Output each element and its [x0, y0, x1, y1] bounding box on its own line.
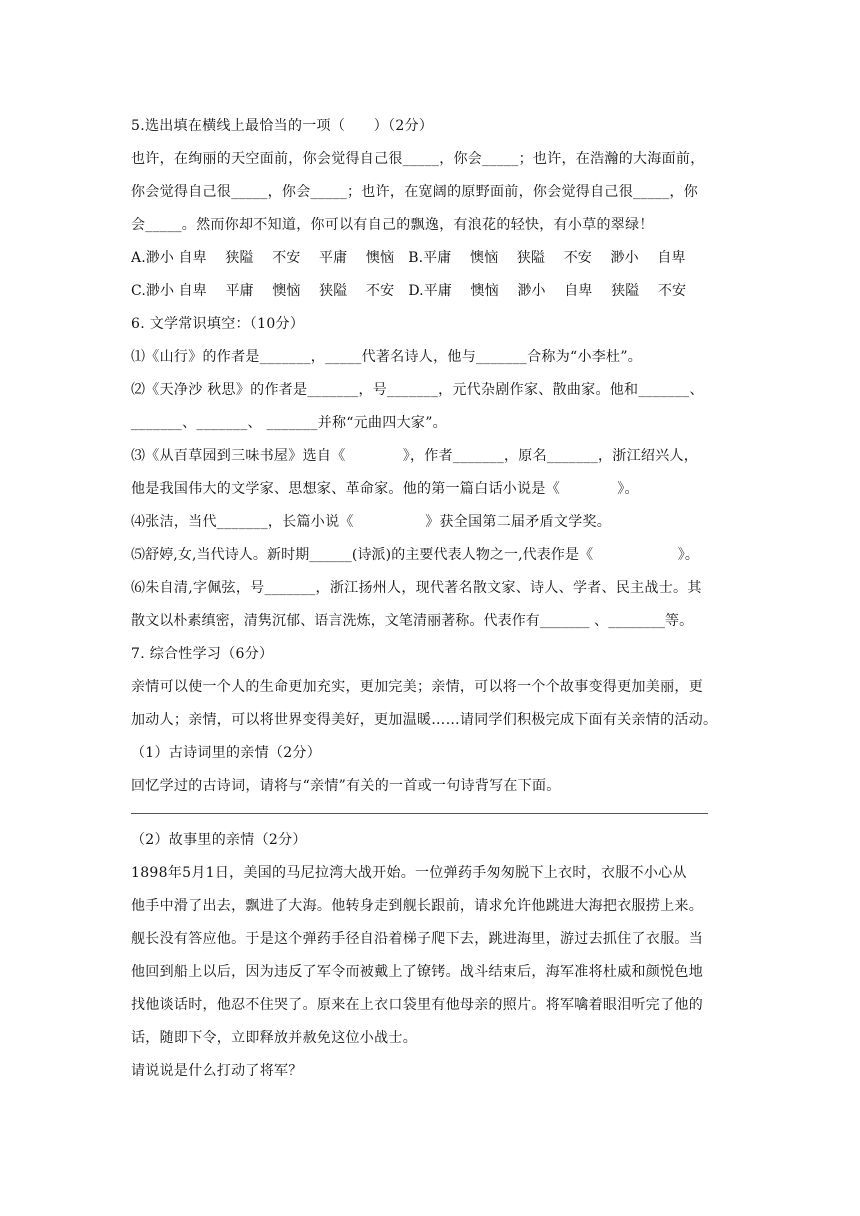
q7-story-line: 1898年5月1日，美国的马尼拉湾大战开始。一位弹药手匆匆脱下上衣时，衣服不小心从	[131, 865, 687, 881]
exam-page	[131, 110, 731, 1088]
q5-option-line: C.渺小 自卑 平庸 懊恼 狭隘 不安 D.平庸 懊恼 渺小 自卑 狭隘 不安	[131, 283, 687, 299]
q5-passage-line: 会_____。然而你却不知道，你可以有自己的飘逸，有浪花的轻快，有小草的翠绿！	[131, 217, 654, 233]
q7-story-line: 舰长没有答应他。于是这个弹药手径自沿着梯子爬下去，跳进海里，游过去抓住了衣服。当	[131, 931, 703, 947]
q6-item-line: ⑷张洁，当代_______，长篇小说《 》获全国第二届矛盾文学奖。	[131, 514, 612, 530]
q7-story-line: 他回到船上以后，因为违反了军令而被戴上了镣铐。战斗结束后，海军准将杜威和颜悦色地	[131, 964, 703, 980]
q6-item-line: _______、_______、 _______并称“元曲四大家”。	[131, 415, 447, 431]
q6-item-line: ⑸舒婷,女,当代诗人。新时期______(诗派)的主要代表人物之一,代表作是《 》。	[131, 547, 699, 563]
q6-item-line: 他是我国伟大的文学家、思想家、革命家。他的第一篇白话小说是《 》。	[131, 481, 639, 497]
q5-passage-line: 你会觉得自己很_____，你会_____；也许，在宽阔的原野面前，你会觉得自己很_____，你	[131, 184, 699, 200]
q5-heading: 5.选出填在横线上最恰当的一项（ ）（2分）	[131, 118, 434, 134]
q6-item-line: ⑶《从百草园到三味书屋》选自《 》，作者_______，原名_______，浙江绍兴人，	[131, 448, 699, 464]
q7-sub1-prompt: 回忆学过的古诗词，请将与“亲情”有关的一首或一句诗背写在下面。	[131, 778, 561, 794]
q6-item-line: 散文以朴素缜密，清隽沉郁、语言洗炼，文笔清丽著称。代表作有_______ 、________等。	[131, 613, 694, 629]
q7-sub2-heading: （2）故事里的亲情（2分）	[131, 832, 307, 848]
q7-story-line: 他手中滑了出去，飘进了大海。他转身走到舰长跟前，请求允许他跳进大海把衣服捞上来。	[131, 898, 703, 914]
q6-item-line: ⑵《天净沙 秋思》的作者是_______，号_______，元代杂剧作家、散曲家。他和_______、	[131, 382, 704, 398]
q6-item-line: ⑴《山行》的作者是_______，_____代著名诗人，他与_______合称为“小李杜”。	[131, 349, 643, 365]
q7-intro-line: 加动人；亲情，可以将世界变得美好，更加温暖……请同学们积极完成下面有关亲情的活动。	[131, 712, 718, 728]
q6-item-line: ⑹朱自清,字佩弦，号_______，浙江扬州人，现代著名散文家、诗人、学者、民主战士。其	[131, 580, 702, 596]
q7-story-line: 找他谈话时，他忍不住哭了。原来在上衣口袋里有他母亲的照片。将军噙着眼泪听完了他的	[131, 997, 703, 1013]
answer-line[interactable]	[131, 813, 708, 814]
q5-passage-line: 也许，在绚丽的天空面前，你会觉得自己很_____，你会_____；也许，在浩瀚的大海面前，	[131, 151, 705, 167]
q7-heading: 7. 综合性学习（6分）	[131, 646, 274, 662]
q7-story-line: 话，随即下令，立即释放并赦免这位小战士。	[131, 1030, 417, 1046]
q5-option-line: A.渺小 自卑 狭隘 不安 平庸 懊恼 B.平庸 懊恼 狭隘 不安 渺小 自卑	[131, 250, 686, 266]
q7-sub1-heading: （1）古诗词里的亲情（2分）	[131, 745, 322, 761]
q6-heading: 6. 文学常识填空：（10分）	[131, 316, 305, 332]
q7-sub2-prompt: 请说说是什么打动了将军？	[131, 1063, 303, 1079]
q7-intro-line: 亲情可以使一个人的生命更加充实，更加完美；亲情，可以将一个个故事变得更加美丽，更	[131, 679, 703, 695]
